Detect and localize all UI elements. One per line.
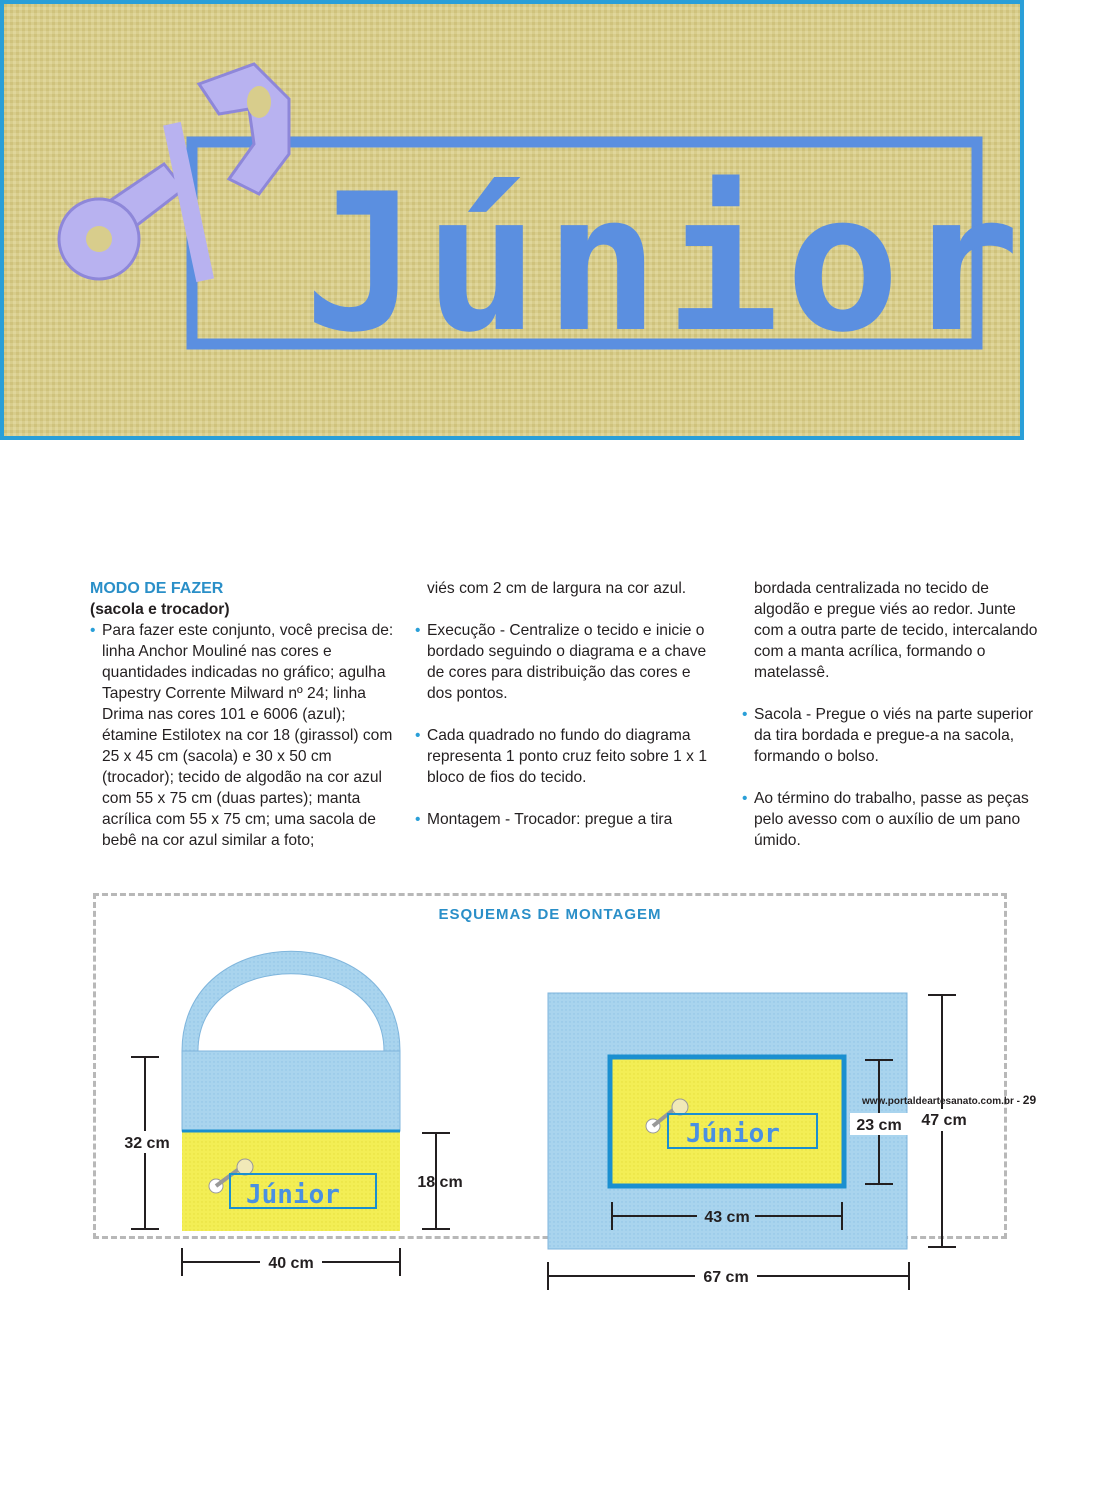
mat-inner-width-label: 43 cm [704,1209,750,1226]
bag-height-label: 32 cm [124,1135,170,1152]
footer-separator: - [1016,1096,1023,1107]
diagrams-title: ESQUEMAS DE MONTAGEM [438,906,662,923]
instruction-grid-note: • Cada quadrado no fundo do diagrama representa 1 ponto cruz feito sobre 1 x 1 bloco de fios do tecido. [415,725,715,788]
page-footer [862,1093,1036,1107]
instructions-subheading: (sacola e trocador) [90,601,230,618]
footer-site: www.portaldeartesanato.com.br [862,1096,1014,1107]
bag-diagram [115,951,463,1276]
instruction-finishing: • Ao término do trabalho, passe as peças pelo avesso com o auxílio de um pano úmido. [742,788,1042,851]
instruction-materials: • Para fazer este conjunto, você precisa de: linha Anchor Mouliné nas cores e quantidades indicadas no gráfico; agulha Tapestry Corrente Milward nº 24; linha Drima nas cores 101 e 6006 (azul); étamine Estilotex na cor 18 (girassol) com 25 x 45 cm (sacola) e 30 x 50 cm (trocador); tecido de algodão na cor azul com 55 x 75 cm (duas partes); manta acrílica com 55 x 75 cm; uma sacola de bebê na cor azul similar a foto; [90,620,400,851]
assembly-diagrams [93,893,1007,1286]
instructions-column-3 [742,578,1042,872]
mat-diagram [548,993,973,1290]
footer-page-number: 29 [1022,1093,1037,1107]
instructions-heading: MODO DE FAZER [90,580,224,597]
mat-outer-width-label: 67 cm [703,1269,749,1286]
mat-outer-height-label: 47 cm [921,1112,967,1129]
mat-name-label: Júnior [686,1119,780,1149]
instruction-continuation: viés com 2 cm de largura na cor azul. [427,580,687,597]
instructions-column-1 [90,578,400,872]
photo-name-text: Júnior [304,153,1027,374]
instructions-column-2 [415,578,715,851]
bag-name-label: Júnior [246,1180,340,1210]
instruction-assembly-continued: bordada centralizada no tecido de algodão e pregue viés ao redor. Junte com a outra parte de tecido, intercalando com a manta acrílica, formando o matelassê. [754,580,1038,681]
instruction-execution: • Execução - Centralize o tecido e inicie o bordado seguindo o diagrama e a chave de cores para distribuição das cores e dos pontos. [415,620,715,704]
bag-width-label: 40 cm [268,1255,314,1272]
instruction-bag: • Sacola - Pregue o viés na parte superior da tira bordada e pregue-a na sacola, formando o bolso. [742,704,1042,767]
bag-strip-height-label: 18 cm [417,1174,463,1191]
instruction-assembly: • Montagem - Trocador: pregue a tira [415,809,715,830]
embroidery-photo [0,0,1027,440]
mat-inner-height-label: 23 cm [856,1117,902,1134]
